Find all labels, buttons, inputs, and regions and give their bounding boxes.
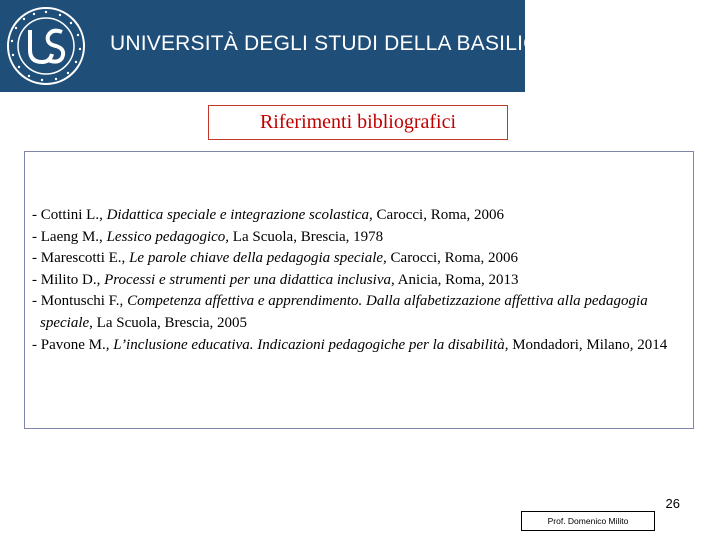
reference-item: - Marescotti E., Le parole chiave della pedagogia speciale, Carocci, Roma, 2006 <box>32 250 519 267</box>
reference-item: - Pavone M., L’inclusione educativa. Indicazioni pedagogiche per la disabilità, Mondadori, Milano, 2014 <box>32 336 668 353</box>
university-name: UNIVERSITÀ DEGLI STUDI DELLA BASILICATA <box>110 32 577 55</box>
page-number: 26 <box>665 496 680 511</box>
reference-item: - Laeng M., Lessico pedagogico, La Scuola, Brescia, 1978 <box>32 228 384 245</box>
reference-item: - Cottini L., Didattica speciale e integrazione scolastica, Carocci, Roma, 2006 <box>32 207 505 223</box>
reference-list <box>32 205 682 356</box>
university-banner <box>0 0 577 92</box>
university-seal-icon <box>6 6 86 86</box>
author-footer: Prof. Domenico Milito <box>521 511 655 531</box>
reference-item: - Montuschi F., Competenza affettiva e apprendimento. Dalla alfabetizzazione affettiva alla pedagogia speciale, La Scuola, Brescia, 2005 <box>32 293 648 331</box>
slide-title: Riferimenti bibliografici <box>208 105 508 140</box>
reference-item: - Milito D., Processi e strumenti per una didattica inclusiva, Anicia, Roma, 2013 <box>32 271 519 288</box>
